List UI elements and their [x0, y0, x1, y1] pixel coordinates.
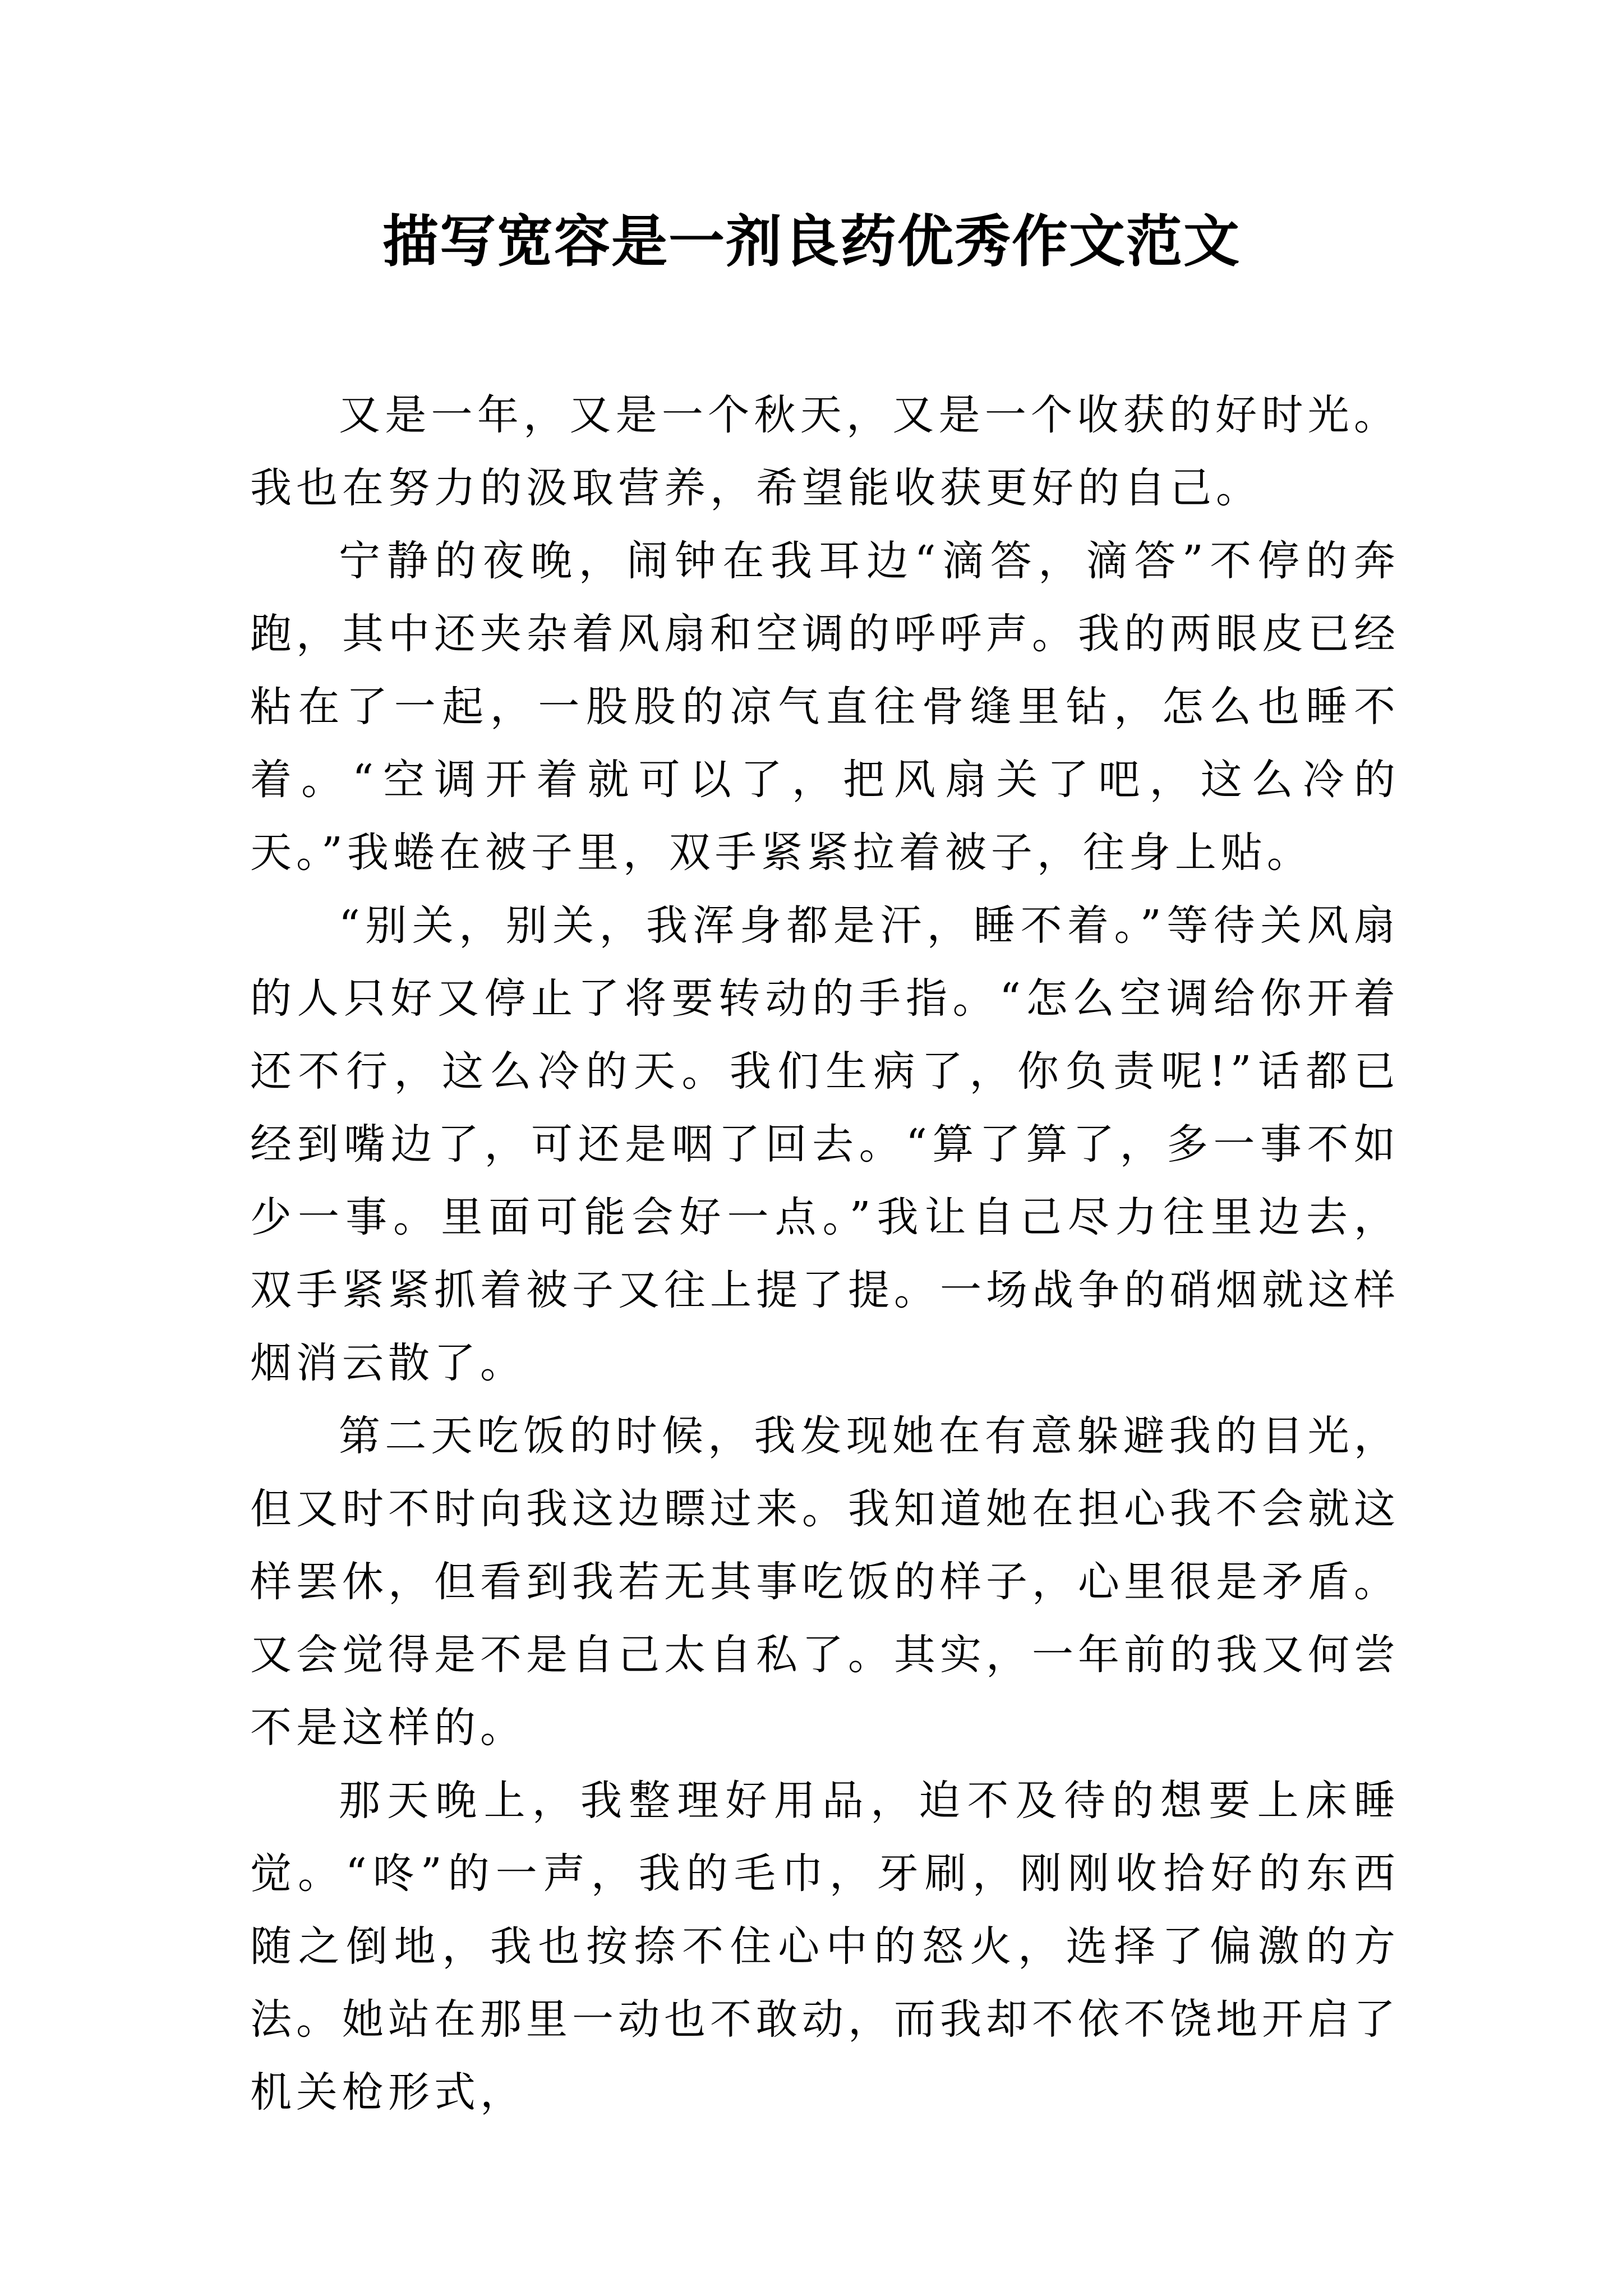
paragraph: “别关，别关，我浑身都是汗，睡不着。”等待关风扇的人只好又停止了将要转动的手指。“怎么空调给你开着还不行，这么冷的天。我们生病了，你负责呢!”话都已经到嘴边了，可还是咽了回去。“算了算了，多一事不如少一事。里面可能会好一点。”我让自己尽力往里边去，双手紧紧抓着被子又往上提了提。一场战争的硝烟就这样烟消云散了。 — [250, 901, 1400, 1387]
paragraph: 第二天吃饭的时候，我发现她在有意躲避我的目光，但又时不时向我这边瞟过来。我知道她在担心我不会就这样罢休，但看到我若无其事吃饭的样子，心里很是矛盾。又会觉得是不是自己太自私了。其实，一年前的我又何尝不是这样的。 — [250, 1412, 1400, 1752]
document-title: 描写宽容是一剂良药优秀作文范文 — [382, 208, 1241, 274]
paragraph: 那天晚上，我整理好用品，迫不及待的想要上床睡觉。“咚”的一声，我的毛巾，牙刷，刚刚收拾好的东西随之倒地，我也按捺不住心中的怒火，选择了偏激的方法。她站在那里一动也不敢动，而我却不依不饶地开启了机关枪形式， — [250, 1777, 1400, 2116]
document-body — [250, 379, 1400, 2129]
paragraph: 宁静的夜晚，闹钟在我耳边“滴答，滴答”不停的奔跑，其中还夹杂着风扇和空调的呼呼声。我的两眼皮已经粘在了一起，一股股的凉气直往骨缝里钻，怎么也睡不着。“空调开着就可以了，把风扇关了吧，这么冷的天。”我蜷在被子里，双手紧紧拉着被子，往身上贴。 — [250, 537, 1400, 877]
paragraph: 又是一年，又是一个秋天，又是一个收获的好时光。我也在努力的汲取营养，希望能收获更好的自己。 — [250, 391, 1400, 512]
